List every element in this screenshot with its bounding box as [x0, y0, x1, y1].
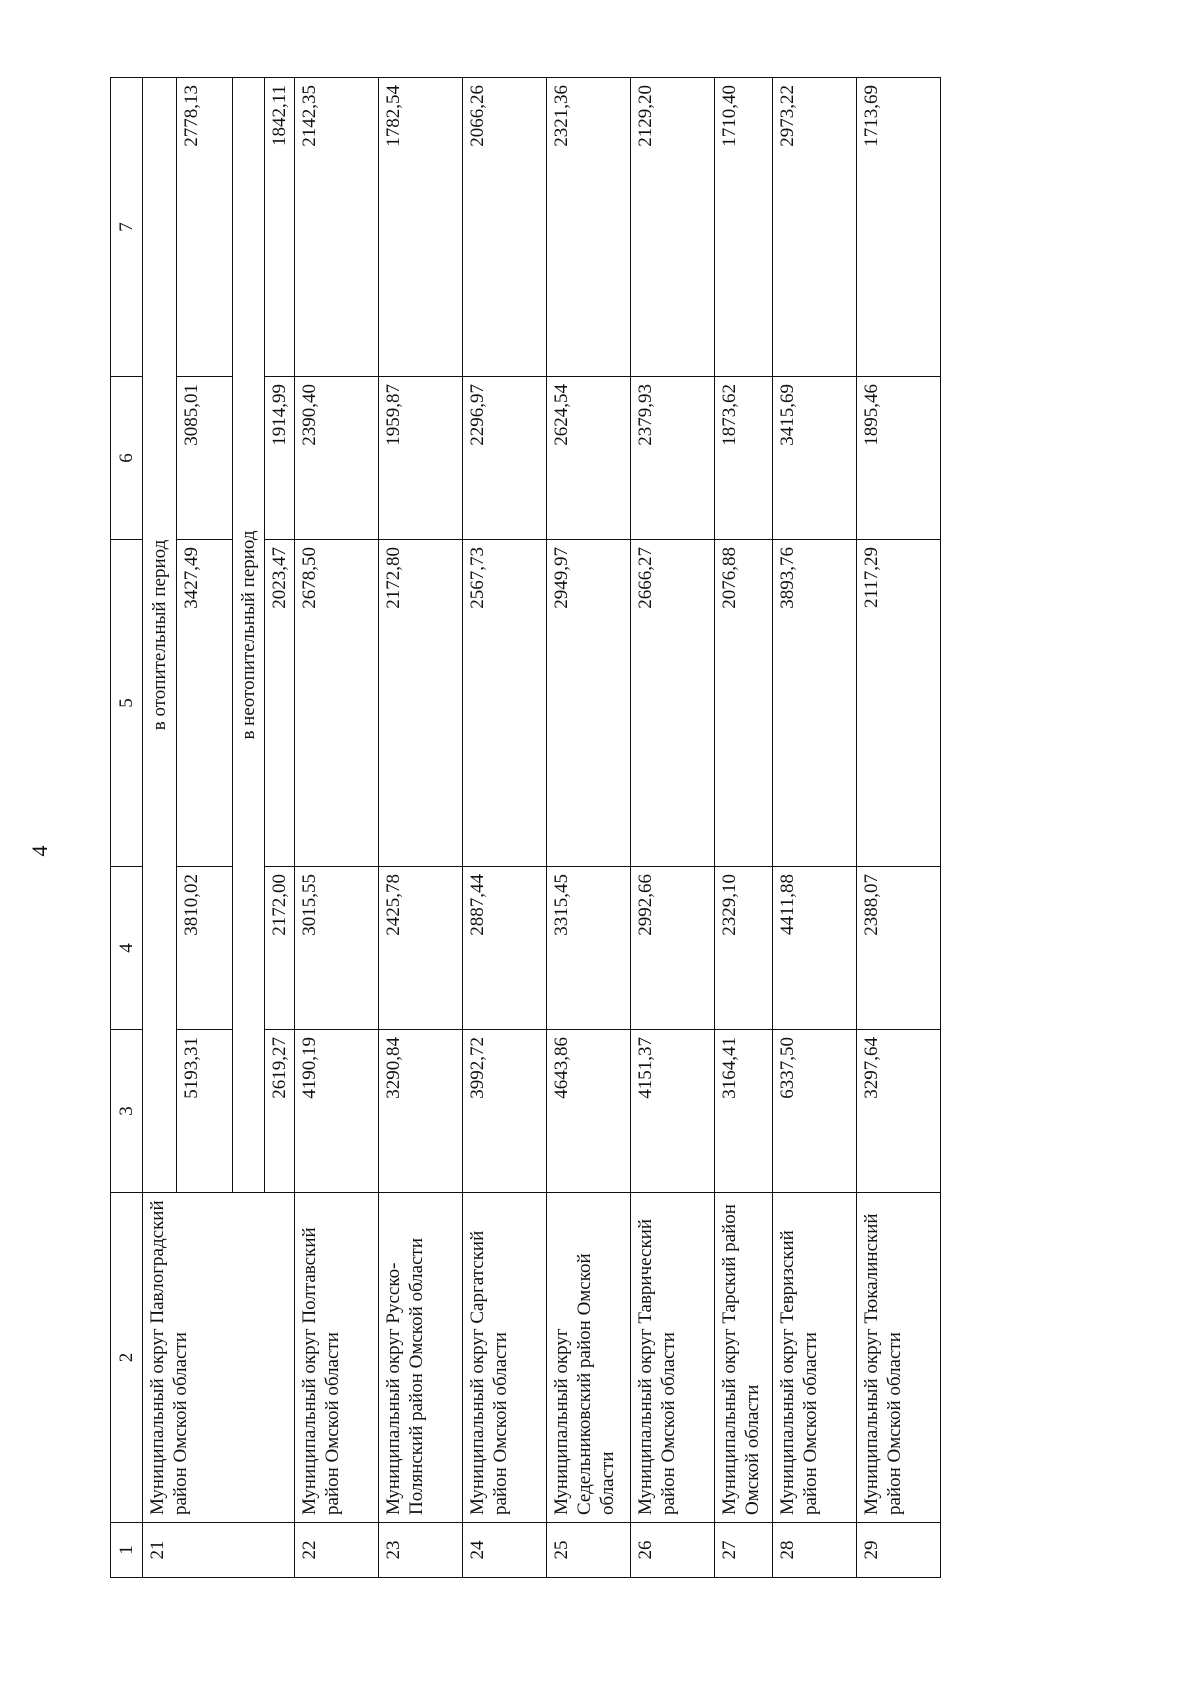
value-col-3: 4643,86: [547, 1030, 631, 1193]
row-number: 23: [379, 1523, 463, 1578]
value-col-4: 3315,45: [547, 867, 631, 1030]
rotated-table-wrapper: [110, 78, 1010, 1578]
table-row: [773, 78, 857, 1578]
table-row: [295, 78, 379, 1578]
value-col-5: 2666,27: [631, 540, 715, 867]
value-col-5: 3893,76: [773, 540, 857, 867]
header-col-1: 1: [111, 1523, 143, 1578]
value-col-4: 3015,55: [295, 867, 379, 1030]
value-col-4: 2329,10: [715, 867, 773, 1030]
value-col-6: 2296,97: [463, 377, 547, 540]
municipality-name: Муниципальный округ Тарский район Омской области: [715, 1193, 773, 1523]
header-col-3: 3: [111, 1030, 143, 1193]
table-row: [631, 78, 715, 1578]
municipality-name: Муниципальный округ Таврический район Омской области: [631, 1193, 715, 1523]
period-label-nonheating: в неотопительный период: [233, 78, 265, 1193]
table-row: [143, 78, 177, 1578]
municipality-name: Муниципальный округ Саргатский район Омской области: [463, 1193, 547, 1523]
value-col-5: 2023,47: [265, 540, 295, 867]
value-col-7: 1710,40: [715, 78, 773, 377]
header-row: [111, 78, 143, 1578]
value-col-3: 3297,64: [857, 1030, 941, 1193]
period-label-heating: в отопительный период: [143, 78, 177, 1193]
table-row: [463, 78, 547, 1578]
value-col-4: 2172,00: [265, 867, 295, 1030]
tariff-table: [110, 77, 941, 1578]
value-col-3: 2619,27: [265, 1030, 295, 1193]
value-col-4: 2425,78: [379, 867, 463, 1030]
value-col-7: 1842,11: [265, 78, 295, 377]
row-number: 21: [143, 1523, 295, 1578]
header-col-4: 4: [111, 867, 143, 1030]
value-col-3: 3992,72: [463, 1030, 547, 1193]
value-col-4: 2887,44: [463, 867, 547, 1030]
header-col-7: 7: [111, 78, 143, 377]
value-col-7: 2142,35: [295, 78, 379, 377]
value-col-3: 4190,19: [295, 1030, 379, 1193]
value-col-4: 4411,88: [773, 867, 857, 1030]
value-col-5: 3427,49: [177, 540, 233, 867]
value-col-5: 2949,97: [547, 540, 631, 867]
row-number: 22: [295, 1523, 379, 1578]
value-col-6: 1914,99: [265, 377, 295, 540]
value-col-7: 1713,69: [857, 78, 941, 377]
value-col-7: 1782,54: [379, 78, 463, 377]
row-number: 24: [463, 1523, 547, 1578]
value-col-6: 1895,46: [857, 377, 941, 540]
value-col-5: 2076,88: [715, 540, 773, 867]
value-col-4: 2992,66: [631, 867, 715, 1030]
value-col-7: 2066,26: [463, 78, 547, 377]
municipality-name: Муниципальный округ Русско-Полянский район Омской области: [379, 1193, 463, 1523]
value-col-6: 1873,62: [715, 377, 773, 540]
value-col-4: 2388,07: [857, 867, 941, 1030]
row-number: 28: [773, 1523, 857, 1578]
municipality-name: Муниципальный округ Полтавский район Омской области: [295, 1193, 379, 1523]
value-col-3: 3290,84: [379, 1030, 463, 1193]
value-col-5: 2117,29: [857, 540, 941, 867]
value-col-6: 2379,93: [631, 377, 715, 540]
municipality-name: Муниципальный округ Седельниковский район Омской области: [547, 1193, 631, 1523]
table-row: [547, 78, 631, 1578]
municipality-name: Муниципальный округ Павлоградский район Омской области: [143, 1193, 295, 1523]
municipality-name: Муниципальный округ Тюкалинский район Омской области: [857, 1193, 941, 1523]
value-col-5: 2567,73: [463, 540, 547, 867]
table-row: [715, 78, 773, 1578]
value-col-5: 2678,50: [295, 540, 379, 867]
row-number: 29: [857, 1523, 941, 1578]
header-col-6: 6: [111, 377, 143, 540]
value-col-3: 6337,50: [773, 1030, 857, 1193]
value-col-7: 2778,13: [177, 78, 233, 377]
municipality-name: Муниципальный округ Тевризский район Омской области: [773, 1193, 857, 1523]
value-col-7: 2973,22: [773, 78, 857, 377]
row-number: 25: [547, 1523, 631, 1578]
row-number: 26: [631, 1523, 715, 1578]
row-number: 27: [715, 1523, 773, 1578]
header-col-5: 5: [111, 540, 143, 867]
value-col-3: 5193,31: [177, 1030, 233, 1193]
value-col-7: 2321,36: [547, 78, 631, 377]
value-col-7: 2129,20: [631, 78, 715, 377]
value-col-4: 3810,02: [177, 867, 233, 1030]
value-col-6: 3085,01: [177, 377, 233, 540]
page-number: 4: [27, 845, 52, 857]
header-col-2: 2: [111, 1193, 143, 1523]
value-col-6: 2624,54: [547, 377, 631, 540]
table-row: [857, 78, 941, 1578]
value-col-3: 3164,41: [715, 1030, 773, 1193]
value-col-3: 4151,37: [631, 1030, 715, 1193]
value-col-5: 2172,80: [379, 540, 463, 867]
table-row: [379, 78, 463, 1578]
value-col-6: 1959,87: [379, 377, 463, 540]
value-col-6: 2390,40: [295, 377, 379, 540]
value-col-6: 3415,69: [773, 377, 857, 540]
